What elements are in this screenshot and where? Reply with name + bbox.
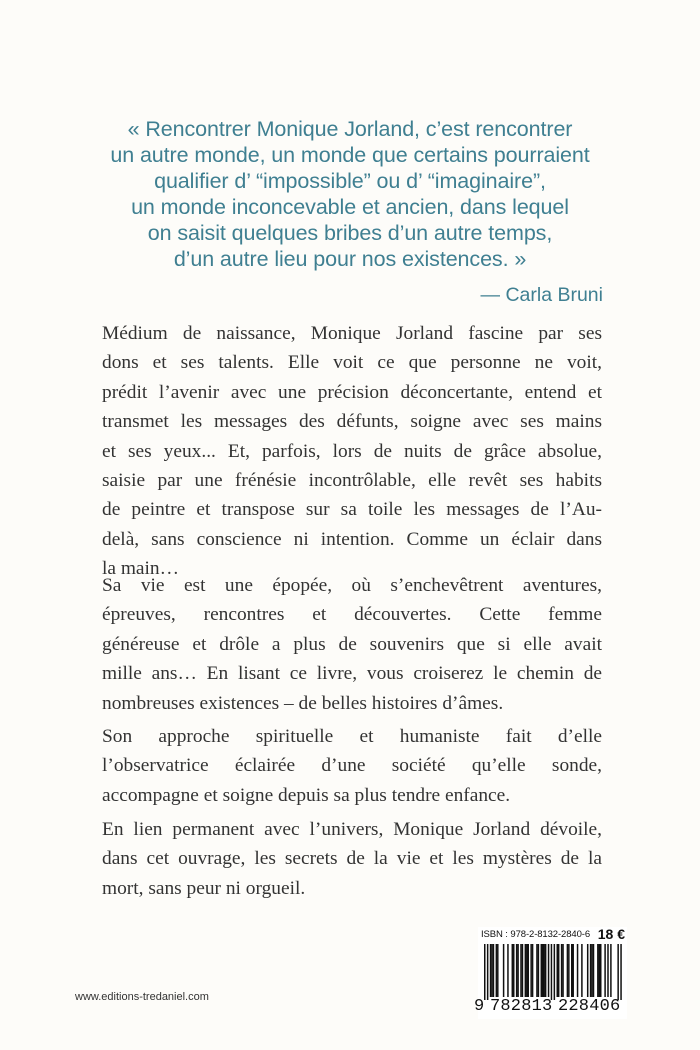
barcode-bar xyxy=(599,944,601,997)
barcode-bar xyxy=(600,944,602,997)
barcode-bar xyxy=(525,944,527,997)
barcode-bar xyxy=(593,944,595,997)
price-label: 18 € xyxy=(597,926,625,942)
barcode-bar xyxy=(620,944,622,1000)
barcode-bar xyxy=(513,944,515,997)
barcode-bar xyxy=(554,944,556,1000)
ean13-barcode xyxy=(478,944,627,1000)
barcode-bar xyxy=(522,944,524,997)
paragraph-line: de peintre et transpose sur sa toile les messages de l’Au- xyxy=(102,499,602,521)
quote-attribution: — Carla Bruni xyxy=(480,284,603,306)
barcode-bar xyxy=(490,944,492,997)
quote-line: qualifier d’ “impossible” ou d’ “imaginaire”, xyxy=(154,169,546,193)
paragraph-line: delà, sans conscience ni intention. Comme un éclair dans xyxy=(102,528,602,550)
barcode-bar xyxy=(558,944,560,997)
barcode-bar xyxy=(497,944,499,997)
barcode-bar xyxy=(526,944,528,997)
barcode-bar xyxy=(577,944,579,997)
barcode-bar xyxy=(491,944,493,997)
barcode-bar xyxy=(507,944,509,997)
barcode-bar xyxy=(572,944,574,997)
barcode-bar xyxy=(557,944,559,997)
paragraph-line: la main… xyxy=(102,558,180,580)
paragraph-2 xyxy=(102,571,602,718)
quote-line: on saisit quelques bribes d’un autre temps, xyxy=(147,221,553,245)
barcode-bar xyxy=(604,944,606,997)
barcode-digit-group-1: 782813 xyxy=(490,997,553,1016)
barcode-bar xyxy=(597,944,599,997)
barcode-block xyxy=(474,926,627,1019)
barcode-bar xyxy=(610,944,612,997)
barcode-bar xyxy=(568,944,570,997)
publisher-website: www.editions-tredaniel.com xyxy=(75,991,209,1003)
quote-line: un monde inconcevable et ancien, dans lequel xyxy=(131,195,569,219)
paragraph-line: nombreuses existences – de belles histoires d’âmes. xyxy=(102,692,504,714)
barcode-bar xyxy=(551,944,553,1000)
isbn-label: ISBN : 978-2-8132-2840-6 xyxy=(481,929,591,940)
paragraph-1 xyxy=(102,319,602,584)
barcode-bar xyxy=(493,944,495,997)
paragraph-line: transmet les messages des défunts, soigne avec ses mains xyxy=(102,411,602,433)
barcode-bar xyxy=(590,944,592,997)
paragraph-line: dons et ses talents. Elle voit ce que personne ne voit, xyxy=(102,352,602,374)
barcode-bar xyxy=(548,944,550,997)
paragraph-line: et ses yeux... Et, parfois, lors de nuits de grâce absolue, xyxy=(102,440,602,462)
barcode-bar xyxy=(520,944,522,997)
paragraph-line: Sa vie est une épopée, où s’enchevêtrent aventures, xyxy=(102,575,602,596)
paragraph-line: l’observatrice éclairée d’une société qu’elle sonde, xyxy=(102,755,602,777)
barcode-bar xyxy=(617,944,619,1000)
barcode-bar xyxy=(496,944,498,997)
paragraph-3 xyxy=(102,722,602,810)
paragraph-line: mort, sans peur ni orgueil. xyxy=(102,877,306,899)
barcode-bar xyxy=(581,944,583,997)
barcode-bar xyxy=(503,944,505,997)
back-cover-quote xyxy=(60,116,640,272)
barcode-digit-group-2: 228406 xyxy=(558,997,621,1016)
barcode-bar xyxy=(516,944,518,997)
barcode-bar xyxy=(543,944,545,997)
paragraph-line: généreuse et drôle a plus de souvenirs que si elle avait xyxy=(102,633,602,655)
barcode-bar xyxy=(517,944,519,997)
barcode-bar xyxy=(567,944,569,997)
barcode-bar xyxy=(607,944,609,997)
barcode-bar xyxy=(571,944,573,997)
barcode-bar xyxy=(528,944,530,997)
paragraph-line: prédit l’avenir avec une précision déconcertante, entend et xyxy=(102,381,602,403)
quote-line: d’un autre lieu pour nos existences. » xyxy=(173,247,527,271)
paragraph-line: En lien permanent avec l’univers, Monique Jorland dévoile, xyxy=(102,819,602,840)
barcode-bar xyxy=(530,944,532,997)
paragraph-line: mille ans… En lisant ce livre, vous croiserez le chemin de xyxy=(102,663,602,685)
paragraph-line: Son approche spirituelle et humaniste fait d’elle xyxy=(102,726,602,747)
paragraph-line: Médium de naissance, Monique Jorland fascine par ses xyxy=(102,323,602,344)
isbn-row xyxy=(478,927,627,943)
paragraph-line: dans cet ouvrage, les secrets de la vie et les mystères de la xyxy=(102,848,602,870)
barcode-bar xyxy=(536,944,538,997)
paragraph-4 xyxy=(102,815,602,903)
barcode-digits xyxy=(474,997,627,1019)
barcode-bar xyxy=(545,944,547,997)
quote-line: « Rencontrer Monique Jorland, c’est rencontrer xyxy=(127,117,573,141)
barcode-bar xyxy=(532,944,534,997)
barcode-bar xyxy=(484,944,486,1000)
quote-line: un autre monde, un monde que certains pourraient xyxy=(110,143,590,167)
barcode-bar xyxy=(487,944,489,1000)
barcode-bar xyxy=(512,944,514,997)
paragraph-line: épreuves, rencontres et découvertes. Cette femme xyxy=(102,604,602,626)
paragraph-line: accompagne et soigne depuis sa plus tendre enfance. xyxy=(102,784,511,806)
barcode-bar xyxy=(562,944,564,997)
barcode-bar xyxy=(561,944,563,997)
paragraph-line: saisie par une frénésie incontrôlable, elle revêt ses habits xyxy=(102,470,602,492)
barcode-bar xyxy=(542,944,544,997)
barcode-bar xyxy=(587,944,589,997)
barcode-lead-digit: 9 xyxy=(474,997,485,1016)
barcode-bar xyxy=(591,944,593,997)
barcode-bar xyxy=(541,944,543,997)
barcode-bar xyxy=(538,944,540,997)
